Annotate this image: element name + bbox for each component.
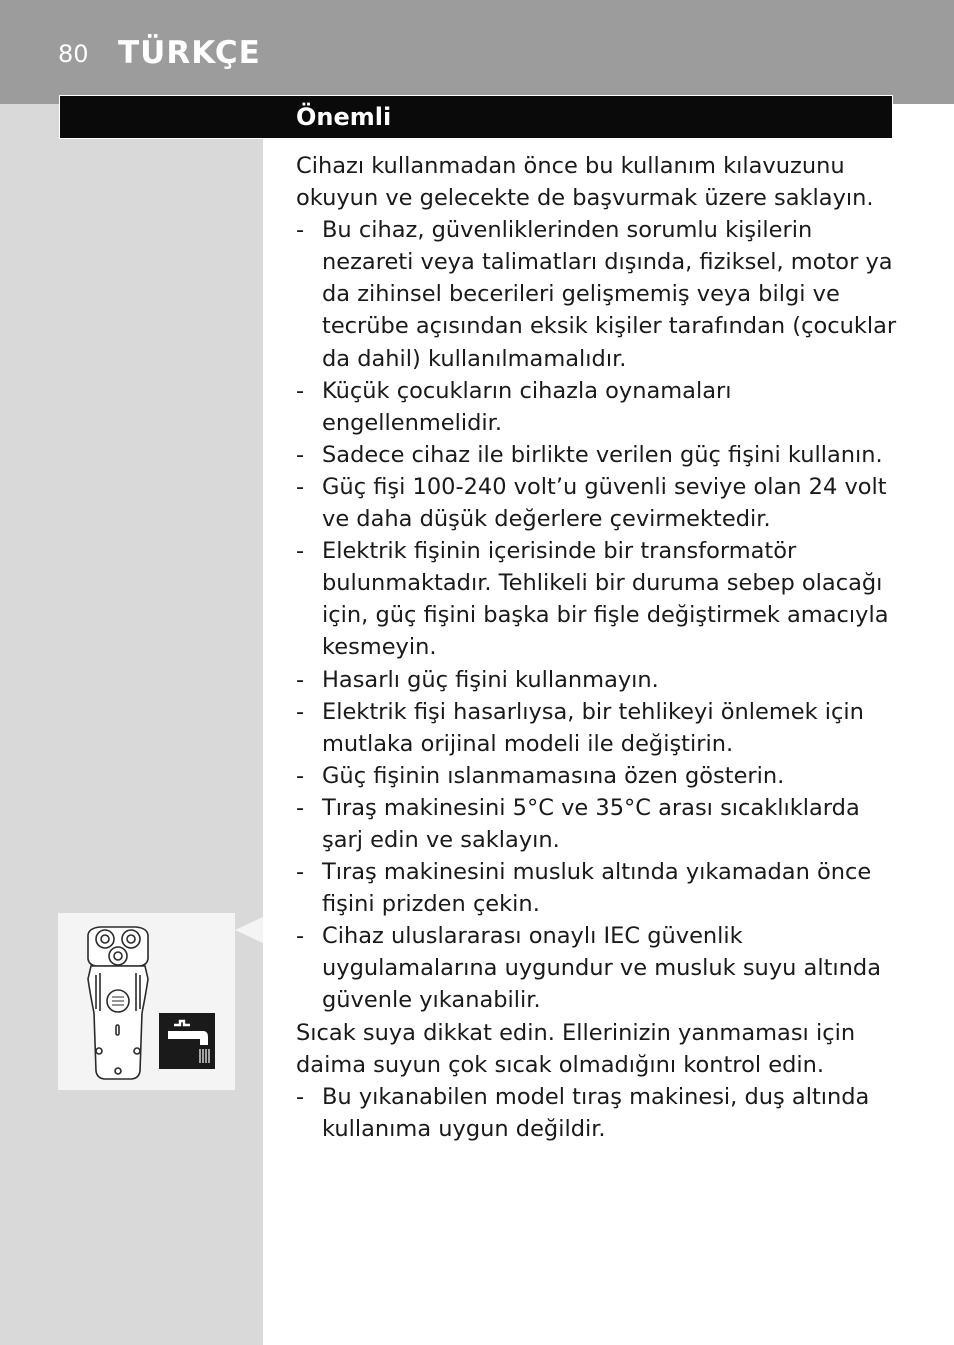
tap-water-icon bbox=[159, 1013, 215, 1069]
bullet-dash: - bbox=[296, 762, 305, 789]
bullet-dash: - bbox=[296, 538, 305, 565]
bullet-text: Sadece cihaz ile birlikte verilen güç fişini kullanın. bbox=[322, 441, 883, 468]
bullet-dash: - bbox=[296, 794, 305, 821]
bullet-text: Elektrik fişi hasarlıysa, bir tehlikeyi önlemek için mutlaka orijinal modeli ile değiştirin. bbox=[322, 698, 864, 757]
bullet-text: Bu yıkanabilen model tıraş makinesi, duş altında kullanıma uygun değildir. bbox=[322, 1083, 870, 1142]
bullet-dash: - bbox=[296, 666, 305, 693]
bullet-dash: - bbox=[296, 923, 305, 950]
bullet-text: Bu cihaz, güvenliklerinden sorumlu kişilerin nezareti veya talimatları dışında, fiziksel, motor ya da zihinsel becerileri gelişmemiş veya bilgi ve tecrübe açısından eksik kişiler tarafından (çocuklar da dahil) kullanılmamalıdır. bbox=[322, 217, 897, 372]
bullet-item bbox=[296, 471, 902, 535]
bullet-item bbox=[296, 1081, 902, 1145]
bullet-item bbox=[296, 696, 902, 760]
paragraph: Cihazı kullanmadan önce bu kullanım kılavuzunu okuyun ve gelecekte de başvurmak üzere saklayın. bbox=[296, 153, 874, 212]
bullet-text: Cihaz uluslararası onaylı IEC güvenlik uygulamalarına uygundur ve musluk suyu altında güvenle yıkanabilir. bbox=[322, 923, 881, 1014]
body-content bbox=[296, 150, 902, 1145]
bullet-item bbox=[296, 535, 902, 663]
section-title: Önemli bbox=[296, 103, 392, 131]
bullet-text: Küçük çocukların cihazla oynamaları engellenmelidir. bbox=[322, 377, 732, 436]
bullet-dash: - bbox=[296, 217, 305, 244]
bullet-item bbox=[296, 375, 902, 439]
bullet-text: Elektrik fişinin içerisinde bir transformatör bulunmaktadır. Tehlikeli bir duruma sebep olacağı için, güç fişini başka bir fişle değiştirmek amacıyla kesmeyin. bbox=[322, 538, 889, 661]
bullet-text: Hasarlı güç fişini kullanmayın. bbox=[322, 666, 659, 693]
page-number: 80 bbox=[58, 40, 89, 68]
bullet-text: Tıraş makinesini 5°C ve 35°C arası sıcaklıklarda şarj edin ve saklayın. bbox=[322, 794, 860, 853]
bullet-item bbox=[296, 920, 902, 1016]
bullet-item bbox=[296, 439, 902, 471]
bullet-dash: - bbox=[296, 1083, 305, 1110]
bullet-text: Güç fişi 100-240 volt’u güvenli seviye olan 24 volt ve daha düşük değerlere çevirmektedir. bbox=[322, 473, 887, 533]
bullet-dash: - bbox=[296, 441, 305, 468]
bullet-item bbox=[296, 664, 902, 696]
shaver-icon bbox=[88, 927, 148, 1079]
bullet-item bbox=[296, 760, 902, 792]
paragraph: Sıcak suya dikkat edin. Ellerinizin yanmaması için daima suyun çok sıcak olmadığını kontrol edin. bbox=[296, 1019, 856, 1078]
bullet-dash: - bbox=[296, 473, 305, 500]
bullet-dash: - bbox=[296, 377, 305, 404]
sidebar-column bbox=[0, 104, 263, 1345]
bullet-text: Tıraş makinesini musluk altında yıkamadan önce fişini prizden çekin. bbox=[322, 859, 872, 918]
bullet-item bbox=[296, 792, 902, 856]
bullet-dash: - bbox=[296, 698, 305, 725]
illustration-figure bbox=[58, 913, 235, 1090]
bullet-dash: - bbox=[296, 859, 305, 886]
section-header-bar bbox=[60, 96, 892, 138]
bullet-item bbox=[296, 214, 902, 374]
language-title: TÜRKÇE bbox=[118, 35, 261, 71]
bullet-text: Güç fişinin ıslanmamasına özen gösterin. bbox=[322, 762, 785, 789]
bullet-item bbox=[296, 856, 902, 920]
figure-pointer bbox=[235, 917, 263, 943]
